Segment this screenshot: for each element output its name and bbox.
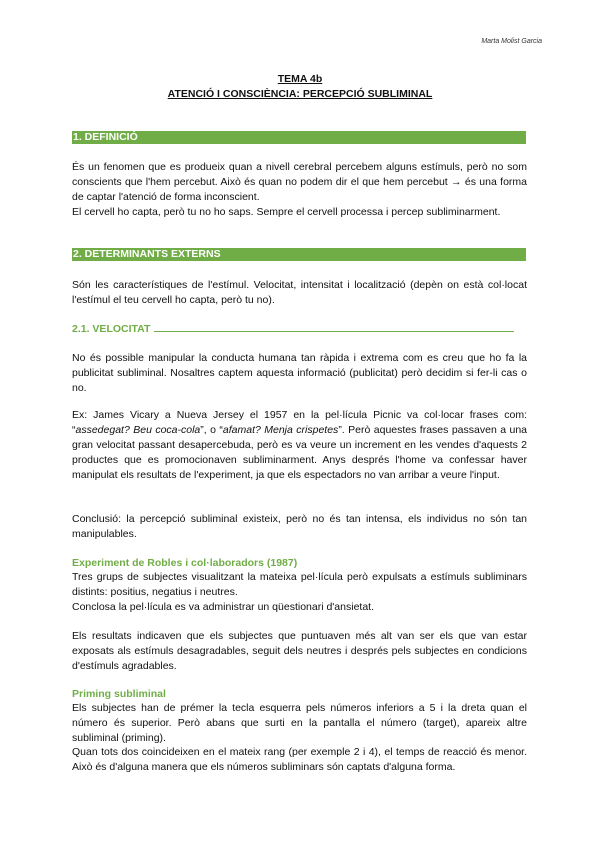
document-subtitle: ATENCIÓ I CONSCIÈNCIA: PERCEPCIÓ SUBLIMINAL <box>167 88 433 100</box>
subsection-heading-velocitat <box>72 322 527 337</box>
priming-paragraph-2: Quan tots dos coincideixen en el mateix rang (per exemple 2 i 4), el temps de reacció és menor. Això és d'alguna manera que els números subliminars són captats d'alguna forma. <box>72 746 527 773</box>
heading-rule <box>154 323 514 332</box>
robles-paragraph-2: Conclosa la pel·lícula es va administrar un qüestionari d'ansietat. <box>72 601 374 613</box>
velocitat-paragraph: No és possible manipular la conducta humana tan ràpida i extrema com es creu que ho fa la publicitat subliminal. Nosaltres captem aquesta informació (publicitat) però decidim si fer-li cas o no. <box>72 352 527 394</box>
robles-paragraph-1: Tres grups de subjectes visualitzant la mateixa pel·lícula però expulsats a estímuls subliminars distints: positius, negatius i neutres. <box>72 571 527 598</box>
priming-paragraph-1: Els subjectes han de prémer la tecla esquerra pels números inferiors a 5 i la dreta quan el número és superior. Però abans que surti en la pantalla el número (target), apareix altre subliminal (priming). <box>72 702 527 744</box>
author-name: Marta Molist Garcia <box>481 38 542 45</box>
determinants-paragraph: Són les característiques de l'estímul. Velocitat, intensitat i localització (depèn on està col·locat l'estímul el teu cervell ho capta, però tu no). <box>72 279 527 306</box>
conclusion-paragraph: Conclusió: la percepció subliminal existeix, però no és tan intensa, els individus no són tan manipulables. <box>72 513 527 540</box>
example-quote-1: assedegat? Beu coca-cola <box>75 424 201 436</box>
example-quote-2: afamat? Menja crispetes <box>222 424 339 436</box>
robles-paragraph-3: Els resultats indicaven que els subjectes que puntuaven més alt van ser els que van estar exposats als estímuls desagradables, seguit dels neutres i després pels subjectes en condicions d'estímuls agradables. <box>72 630 527 672</box>
example-text-a: Ex: James Vicary a Nueva Jersey el 1957 en la pel·lícula Picnic va col·locar frases com: “ <box>72 409 527 436</box>
section-heading-determinants: 2. DETERMINANTS EXTERNS <box>72 248 526 261</box>
document-title: TEMA 4b <box>277 73 323 85</box>
example-text-c: ”. Però aquestes frases passaven a una gran velocitat passant desapercebuda, però es va veure un increment en les vendes d'aquests 2 productes que es promocionaven subliminarment. Anys després l'home va confessar haver manipulat els resultats de l'experiment, ja que els espectadors no van arribar a veure l'input. <box>72 424 527 481</box>
definicio-paragraph-1: És un fenomen que es produeix quan a nivell cerebral percebem alguns estímuls, però no som conscients que l'hem percebut. Això és quan no podem dir el que hem percebut → és una forma de captar l'atenció de forma inconscient. <box>72 161 527 203</box>
subsection-heading-priming: Priming subliminal <box>72 688 166 700</box>
section-heading-definicio: 1. DEFINICIÓ <box>72 131 526 144</box>
definicio-paragraph-2: El cervell ho capta, però tu no ho saps. Sempre el cervell processa i percep subliminarment. <box>72 206 501 218</box>
vicary-example-paragraph <box>72 408 527 483</box>
velocitat-heading-text: 2.1. VELOCITAT <box>72 323 151 335</box>
example-text-b: ”, o “ <box>200 424 223 436</box>
subsection-heading-robles: Experiment de Robles i col·laboradors (1987) <box>72 557 298 569</box>
